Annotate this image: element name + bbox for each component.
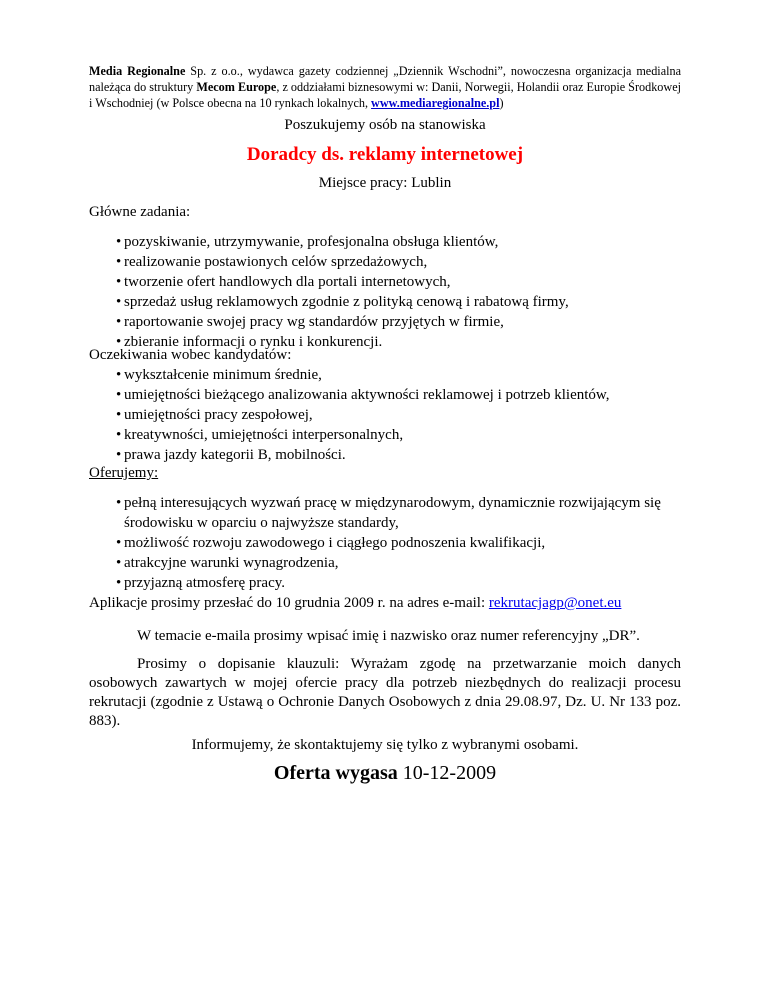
looking-for-heading: Poszukujemy osób na stanowiska xyxy=(284,117,486,133)
tasks-section xyxy=(89,202,681,352)
contact-info: Informujemy, że skontaktujemy się tylko z wybranymi osobami. xyxy=(191,737,579,753)
bullet-icon: • xyxy=(116,407,122,423)
list-item: • sprzedaż usług reklamowych zgodnie z polityką cenową i rabatową firmy, xyxy=(116,294,569,310)
bullet-icon: • xyxy=(116,367,122,383)
expectations-list xyxy=(89,365,681,465)
expiry-label: Oferta wygasa xyxy=(273,762,398,784)
list-item: • umiejętności bieżącego analizowania aktywności reklamowej i potrzeb klientów, xyxy=(116,387,610,403)
tasks-list xyxy=(89,232,681,352)
bullet-icon: • xyxy=(116,274,122,290)
company-name: Media Regionalne xyxy=(89,64,186,78)
bullet-icon: • xyxy=(116,495,122,511)
intro-text-2: , z oddziałami biznesowymi w: Danii, Norwegii, Holandii oraz Europie Środkowej i Wschodniej (w Polsce obecna na 10 rynkach lokalnych, xyxy=(89,80,681,110)
offer-list xyxy=(89,493,681,593)
bullet-icon: • xyxy=(116,234,122,250)
bullet-icon: • xyxy=(116,575,122,591)
subject-note: W temacie e-maila prosimy wpisać imię i nazwisko oraz numer referencyjny „DR”. xyxy=(137,628,640,644)
list-item: • wykształcenie minimum średnie, xyxy=(116,367,322,383)
application-instructions xyxy=(89,595,681,612)
bullet-icon: • xyxy=(116,535,122,551)
list-item: • pozyskiwanie, utrzymywanie, profesjonalna obsługa klientów, xyxy=(116,234,499,250)
bullet-icon: • xyxy=(116,427,122,443)
workplace: Miejsce pracy: Lublin xyxy=(318,175,452,191)
tasks-header: Główne zadania: xyxy=(89,204,191,220)
list-item: • zbieranie informacji o rynku i konkurencji. xyxy=(116,334,383,350)
bullet-icon: • xyxy=(116,447,122,463)
job-title: Doradcy ds. reklamy internetowej xyxy=(246,144,524,165)
list-item: • pełną interesujących wyzwań pracę w międzynarodowym, dynamicznie rozwijającym się środowisku w oparciu o najwyższe standardy, xyxy=(116,495,661,531)
bullet-icon: • xyxy=(116,334,122,350)
list-item: • prawa jazdy kategorii B, mobilności. xyxy=(116,447,346,463)
bullet-icon: • xyxy=(116,314,122,330)
list-item: • realizowanie postawionych celów sprzedażowych, xyxy=(116,254,428,270)
expectations-header: Oczekiwania wobec kandydatów: xyxy=(89,347,292,363)
company-intro xyxy=(89,63,681,111)
consent-clause: Prosimy o dopisanie klauzuli: Wyrażam zgodę na przetwarzanie moich danych osobowych zawartych w mojej ofercie pracy dla potrzeb niezbędnych do realizacji procesu rekrutacji (zgodnie z Ustawą o Ochronie Danych Osobowych z dnia 29.08.97, Dz. U. Nr 133 poz. 883). xyxy=(89,656,681,729)
list-item: • raportowanie swojej pracy wg standardów przyjętych w firmie, xyxy=(116,314,504,330)
email-link[interactable]: rekrutacjagp@onet.eu xyxy=(488,595,622,611)
list-item: • atrakcyjne warunki wynagrodzenia, xyxy=(116,555,339,571)
intro-text-1: Sp. z o.o., wydawca gazety codziennej „Dziennik Wschodni”, nowoczesna organizacja medialna należąca do struktury xyxy=(89,64,681,94)
bullet-icon: • xyxy=(116,254,122,270)
bullet-icon: • xyxy=(116,555,122,571)
offer-section xyxy=(89,463,681,593)
company-website-link[interactable]: www.mediaregionalne.pl xyxy=(371,96,500,110)
intro-text-3: ) xyxy=(499,96,504,110)
bullet-icon: • xyxy=(116,294,122,310)
group-name: Mecom Europe xyxy=(196,80,277,94)
list-item: • tworzenie ofert handlowych dla portali internetowych, xyxy=(116,274,451,290)
list-item: • możliwość rozwoju zawodowego i ciągłego podnoszenia kwalifikacji, xyxy=(116,535,546,551)
list-item: • kreatywności, umiejętności interpersonalnych, xyxy=(116,427,404,443)
offer-expiry xyxy=(89,762,681,785)
list-item: • umiejętności pracy zespołowej, xyxy=(116,407,313,423)
list-item: • przyjazną atmosferę pracy. xyxy=(116,575,286,591)
expiry-date: 10-12-2009 xyxy=(397,762,497,784)
apply-text: Aplikacje prosimy przesłać do 10 grudnia 2009 r. na adres e-mail: xyxy=(89,595,489,611)
offer-header: Oferujemy: xyxy=(89,465,159,481)
bullet-icon: • xyxy=(116,387,122,403)
expectations-section xyxy=(89,345,681,465)
